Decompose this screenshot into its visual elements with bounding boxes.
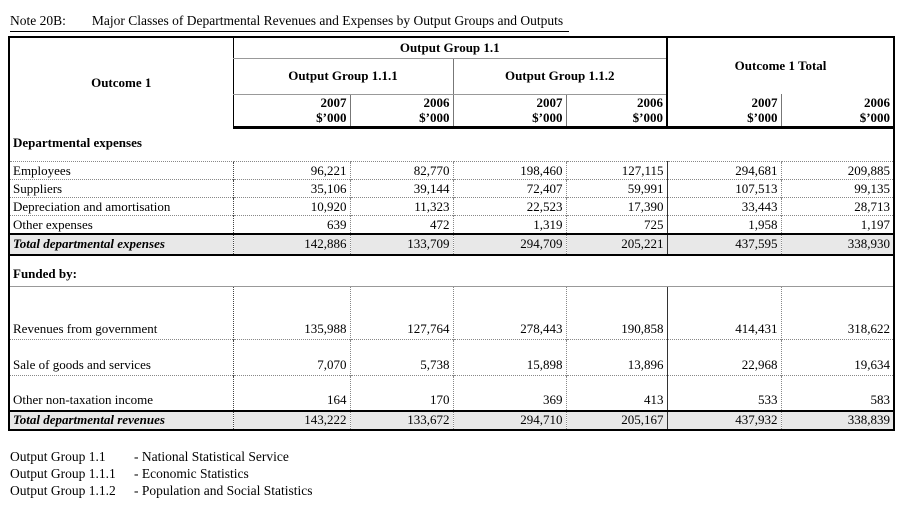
table-row-other-non-taxation-income	[9, 375, 894, 411]
col-header-total-2007: 2007 $’000	[667, 94, 781, 127]
section-departmental-expenses	[9, 127, 894, 161]
value-cell: 414,431	[667, 286, 781, 339]
value-cell: 278,443	[453, 286, 566, 339]
table-row-revenues-from-government	[9, 286, 894, 339]
col-header-output-group-1-1: Output Group 1.1	[233, 37, 667, 58]
value-cell: 96,221	[233, 161, 350, 179]
title-text: Major Classes of Departmental Revenues and Expenses by Output Groups and Outputs	[91, 13, 564, 28]
footnote-output-group-1-1-1	[10, 465, 900, 482]
value-cell: 1,197	[781, 215, 894, 234]
value-cell: 135,988	[233, 286, 350, 339]
value-cell: 22,968	[667, 339, 781, 375]
value-cell: 338,839	[781, 411, 894, 430]
footnote-definition: - Population and Social Statistics	[134, 482, 313, 498]
value-cell: 198,460	[453, 161, 566, 179]
row-label: Sale of goods and services	[9, 339, 233, 375]
revenues-expenses-table	[8, 36, 895, 431]
value-cell: 369	[453, 375, 566, 411]
value-cell: 7,070	[233, 339, 350, 375]
col-header-output-group-1-1-1: Output Group 1.1.1	[233, 58, 453, 94]
value-cell: 33,443	[667, 197, 781, 215]
value-cell: 164	[233, 375, 350, 411]
value-cell: 170	[350, 375, 453, 411]
row-label: Other non-taxation income	[9, 375, 233, 411]
value-cell: 82,770	[350, 161, 453, 179]
value-cell: 639	[233, 215, 350, 234]
value-cell: 205,221	[566, 234, 667, 255]
value-cell: 1,319	[453, 215, 566, 234]
row-label: Suppliers	[9, 179, 233, 197]
value-cell: 17,390	[566, 197, 667, 215]
col-header-outcome: Outcome 1	[91, 74, 152, 90]
value-cell: 142,886	[233, 234, 350, 255]
col-header-og111-2006: 2006 $’000	[350, 94, 453, 127]
col-header-total-2006: 2006 $’000	[781, 94, 894, 127]
section-funded-by	[9, 255, 894, 287]
value-cell: 413	[566, 375, 667, 411]
value-cell: 338,930	[781, 234, 894, 255]
col-header-og112-2007: 2007 $’000	[453, 94, 566, 127]
section-header: Departmental expenses	[13, 134, 142, 150]
value-cell: 1,958	[667, 215, 781, 234]
footnote-output-group-1-1	[10, 448, 900, 465]
table-row-sale-of-goods-services	[9, 339, 894, 375]
value-cell: 72,407	[453, 179, 566, 197]
row-label: Depreciation and amortisation	[9, 197, 233, 215]
value-cell: 209,885	[781, 161, 894, 179]
value-cell: 107,513	[667, 179, 781, 197]
footnote-term: Output Group 1.1.1	[10, 465, 116, 481]
table-row-employees	[9, 161, 894, 179]
value-cell: 11,323	[350, 197, 453, 215]
value-cell: 318,622	[781, 286, 894, 339]
footnote-term: Output Group 1.1	[10, 448, 106, 464]
value-cell: 437,932	[667, 411, 781, 430]
value-cell: 133,672	[350, 411, 453, 430]
footnote-definition: - Economic Statistics	[134, 465, 249, 481]
row-label: Total departmental revenues	[9, 411, 233, 430]
row-label: Revenues from government	[13, 320, 158, 336]
col-header-og111-2007: 2007 $’000	[233, 94, 350, 127]
value-cell: 10,920	[233, 197, 350, 215]
value-cell: 127,764	[350, 286, 453, 339]
col-header-output-group-1-1-2: Output Group 1.1.2	[453, 58, 667, 94]
value-cell: 15,898	[453, 339, 566, 375]
table-row-total-expenses	[9, 234, 894, 255]
value-cell: 143,222	[233, 411, 350, 430]
footnote-output-group-1-1-2	[10, 482, 900, 499]
value-cell: 583	[781, 375, 894, 411]
row-label: Total departmental expenses	[9, 234, 233, 255]
value-cell: 13,896	[566, 339, 667, 375]
value-cell: 294,681	[667, 161, 781, 179]
col-header-og112-2006: 2006 $’000	[566, 94, 667, 127]
table-row-depreciation	[9, 197, 894, 215]
value-cell: 725	[566, 215, 667, 234]
value-cell: 127,115	[566, 161, 667, 179]
value-cell: 294,709	[453, 234, 566, 255]
value-cell: 19,634	[781, 339, 894, 375]
value-cell: 99,135	[781, 179, 894, 197]
value-cell: 22,523	[453, 197, 566, 215]
value-cell: 28,713	[781, 197, 894, 215]
row-label: Employees	[9, 161, 233, 179]
row-label: Other expenses	[9, 215, 233, 234]
value-cell: 39,144	[350, 179, 453, 197]
value-cell: 59,991	[566, 179, 667, 197]
section-header: Funded by:	[9, 255, 894, 287]
value-cell: 205,167	[566, 411, 667, 430]
table-row-suppliers	[9, 179, 894, 197]
value-cell: 133,709	[350, 234, 453, 255]
value-cell: 533	[667, 375, 781, 411]
value-cell: 35,106	[233, 179, 350, 197]
value-cell: 437,595	[667, 234, 781, 255]
page-title	[10, 13, 569, 32]
footnote-definition: - National Statistical Service	[134, 448, 289, 464]
value-cell: 190,858	[566, 286, 667, 339]
col-header-outcome-total: Outcome 1 Total	[667, 37, 894, 94]
value-cell: 472	[350, 215, 453, 234]
table-row-other-expenses	[9, 215, 894, 234]
footnotes	[10, 448, 900, 499]
value-cell: 5,738	[350, 339, 453, 375]
footnote-term: Output Group 1.1.2	[10, 482, 116, 498]
value-cell: 294,710	[453, 411, 566, 430]
note-number: Note 20B:	[10, 13, 66, 28]
table-row-total-revenues	[9, 411, 894, 430]
